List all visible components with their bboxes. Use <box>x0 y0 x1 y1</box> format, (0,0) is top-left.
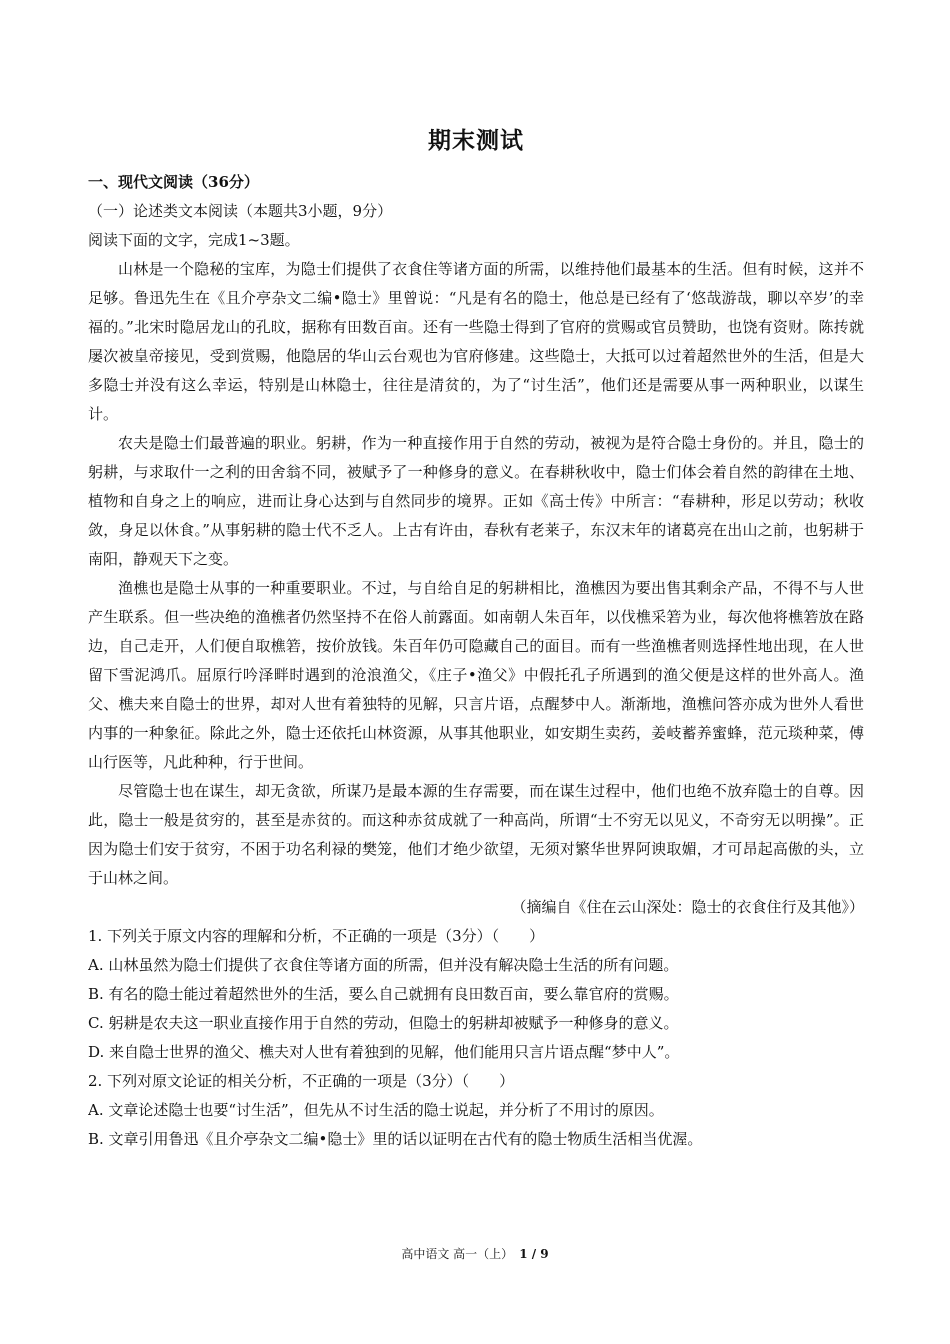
page-footer <box>0 1245 950 1262</box>
paragraph-4: 尽管隐士也在谋生，却无贪欲，所谋乃是最本源的生存需要，而在谋生过程中，他们也绝不放弃隐士的自尊。因此，隐士一般是贫穷的，甚至是赤贫的。而这种赤贫成就了一种高尚，所谓“士不穷无以见义，不奇穷无以明操”。正因为隐士们安于贫穷，不困于功名利禄的樊笼，他们才绝少欲望，无须对繁华世界阿谀取媚，才可昂起高傲的头，立于山林之间。 <box>88 782 864 887</box>
paragraph-1: 山林是一个隐秘的宝库，为隐士们提供了衣食住等诸方面的所需，以维持他们最基本的生活。但有时候，这并不足够。鲁迅先生在《且介亭杂文二编•隐士》里曾说：“凡是有名的隐士，他总是已经有了‘悠哉游哉，聊以卒岁’的幸福的。”北宋时隐居龙山的孔旼，据称有田数百亩。还有一些隐士得到了官府的赏赐或官员赞助，也饶有资财。陈抟就屡次被皇帝接见，受到赏赐，他隐居的华山云台观也为官府修建。这些隐士，大抵可以过着超然世外的生活，但是大多隐士并没有这么幸运，特别是山林隐士，往往是清贫的，为了“讨生活”，他们还是需要从事一两种职业，以谋生计。 <box>88 260 864 423</box>
reading-instruction: 阅读下面的文字，完成1~3题。 <box>88 231 300 249</box>
question-1-stem: 1. 下列关于原文内容的理解和分析，不正确的一项是（3分）（ ） <box>88 927 545 945</box>
question-1-option-b: B. 有名的隐士能过着超然世外的生活，要么自己就拥有良田数百亩，要么靠官府的赏赐。 <box>88 985 679 1003</box>
section-heading: 一、现代文阅读（36分） <box>88 173 259 191</box>
question-1-option-d: D. 来自隐士世界的渔父、樵夫对人世有着独到的见解，他们能用只言片语点醒“梦中人”。 <box>88 1043 680 1061</box>
question-2-stem: 2. 下列对原文论证的相关分析，不正确的一项是（3分）（ ） <box>88 1072 515 1090</box>
page-title: 期末测试 <box>428 127 524 154</box>
question-1-option-a: A. 山林虽然为隐士们提供了衣食住等诸方面的所需，但并没有解决隐士生活的所有问题。 <box>88 956 679 974</box>
source-citation: （摘编自《住在云山深处：隐士的衣食住行及其他》） <box>511 898 864 916</box>
paragraph-3: 渔樵也是隐士从事的一种重要职业。不过，与自给自足的躬耕相比，渔樵因为要出售其剩余产品，不得不与人世产生联系。但一些决绝的渔樵者仍然坚持不在俗人前露面。如南朝人朱百年，以伐樵采箬为业，每次他将樵箬放在路边，自己走开，人们便自取樵箬，按价放钱。朱百年仍可隐藏自己的面目。而有一些渔樵者则选择性地出现，在人世留下雪泥鸿爪。屈原行吟泽畔时遇到的沧浪渔父，《庄子•渔父》中假托孔子所遇到的渔父便是这样的世外高人。渔父、樵夫来自隐士的世界，却对人世有着独特的见解，只言片语，点醒梦中人。渐渐地，渔樵问答亦成为世外人看世内事的一种象征。除此之外，隐士还依托山林资源，从事其他职业，如安期生卖药，姜岐蓄养蜜蜂，范元琰种菜，傅山行医等，凡此种种，行于世间。 <box>88 579 864 771</box>
footer-label: 高中语文 高一（上） <box>401 1247 514 1261</box>
question-2-option-a: A. 文章论述隐士也要“讨生活”，但先从不讨生活的隐士说起，并分析了不用讨的原因。 <box>88 1101 664 1119</box>
paragraph-2: 农夫是隐士们最普遍的职业。躬耕，作为一种直接作用于自然的劳动，被视为是符合隐士身份的。并且，隐士的躬耕，与求取什一之利的田舍翁不同，被赋予了一种修身的意义。在春耕秋收中，隐士们体会着自然的韵律在土地、植物和自身之上的响应，进而让身心达到与自然同步的境界。正如《高士传》中所言：“春耕种，形足以劳动；秋收敛，身足以休食。”从事躬耕的隐士代不乏人。上古有许由，春秋有老莱子，东汉末年的诸葛亮在出山之前，也躬耕于南阳，静观天下之变。 <box>88 434 864 568</box>
subsection-heading: （一）论述类文本阅读（本题共3小题，9分） <box>88 202 393 220</box>
document-body <box>88 168 864 1154</box>
question-1-option-c: C. 躬耕是农夫这一职业直接作用于自然的劳动，但隐士的躬耕却被赋予一种修身的意义。 <box>88 1014 679 1032</box>
page-number: 1 / 9 <box>519 1247 549 1261</box>
question-2-option-b: B. 文章引用鲁迅《且介亭杂文二编•隐士》里的话以证明在古代有的隐士物质生活相当优渥。 <box>88 1130 703 1148</box>
